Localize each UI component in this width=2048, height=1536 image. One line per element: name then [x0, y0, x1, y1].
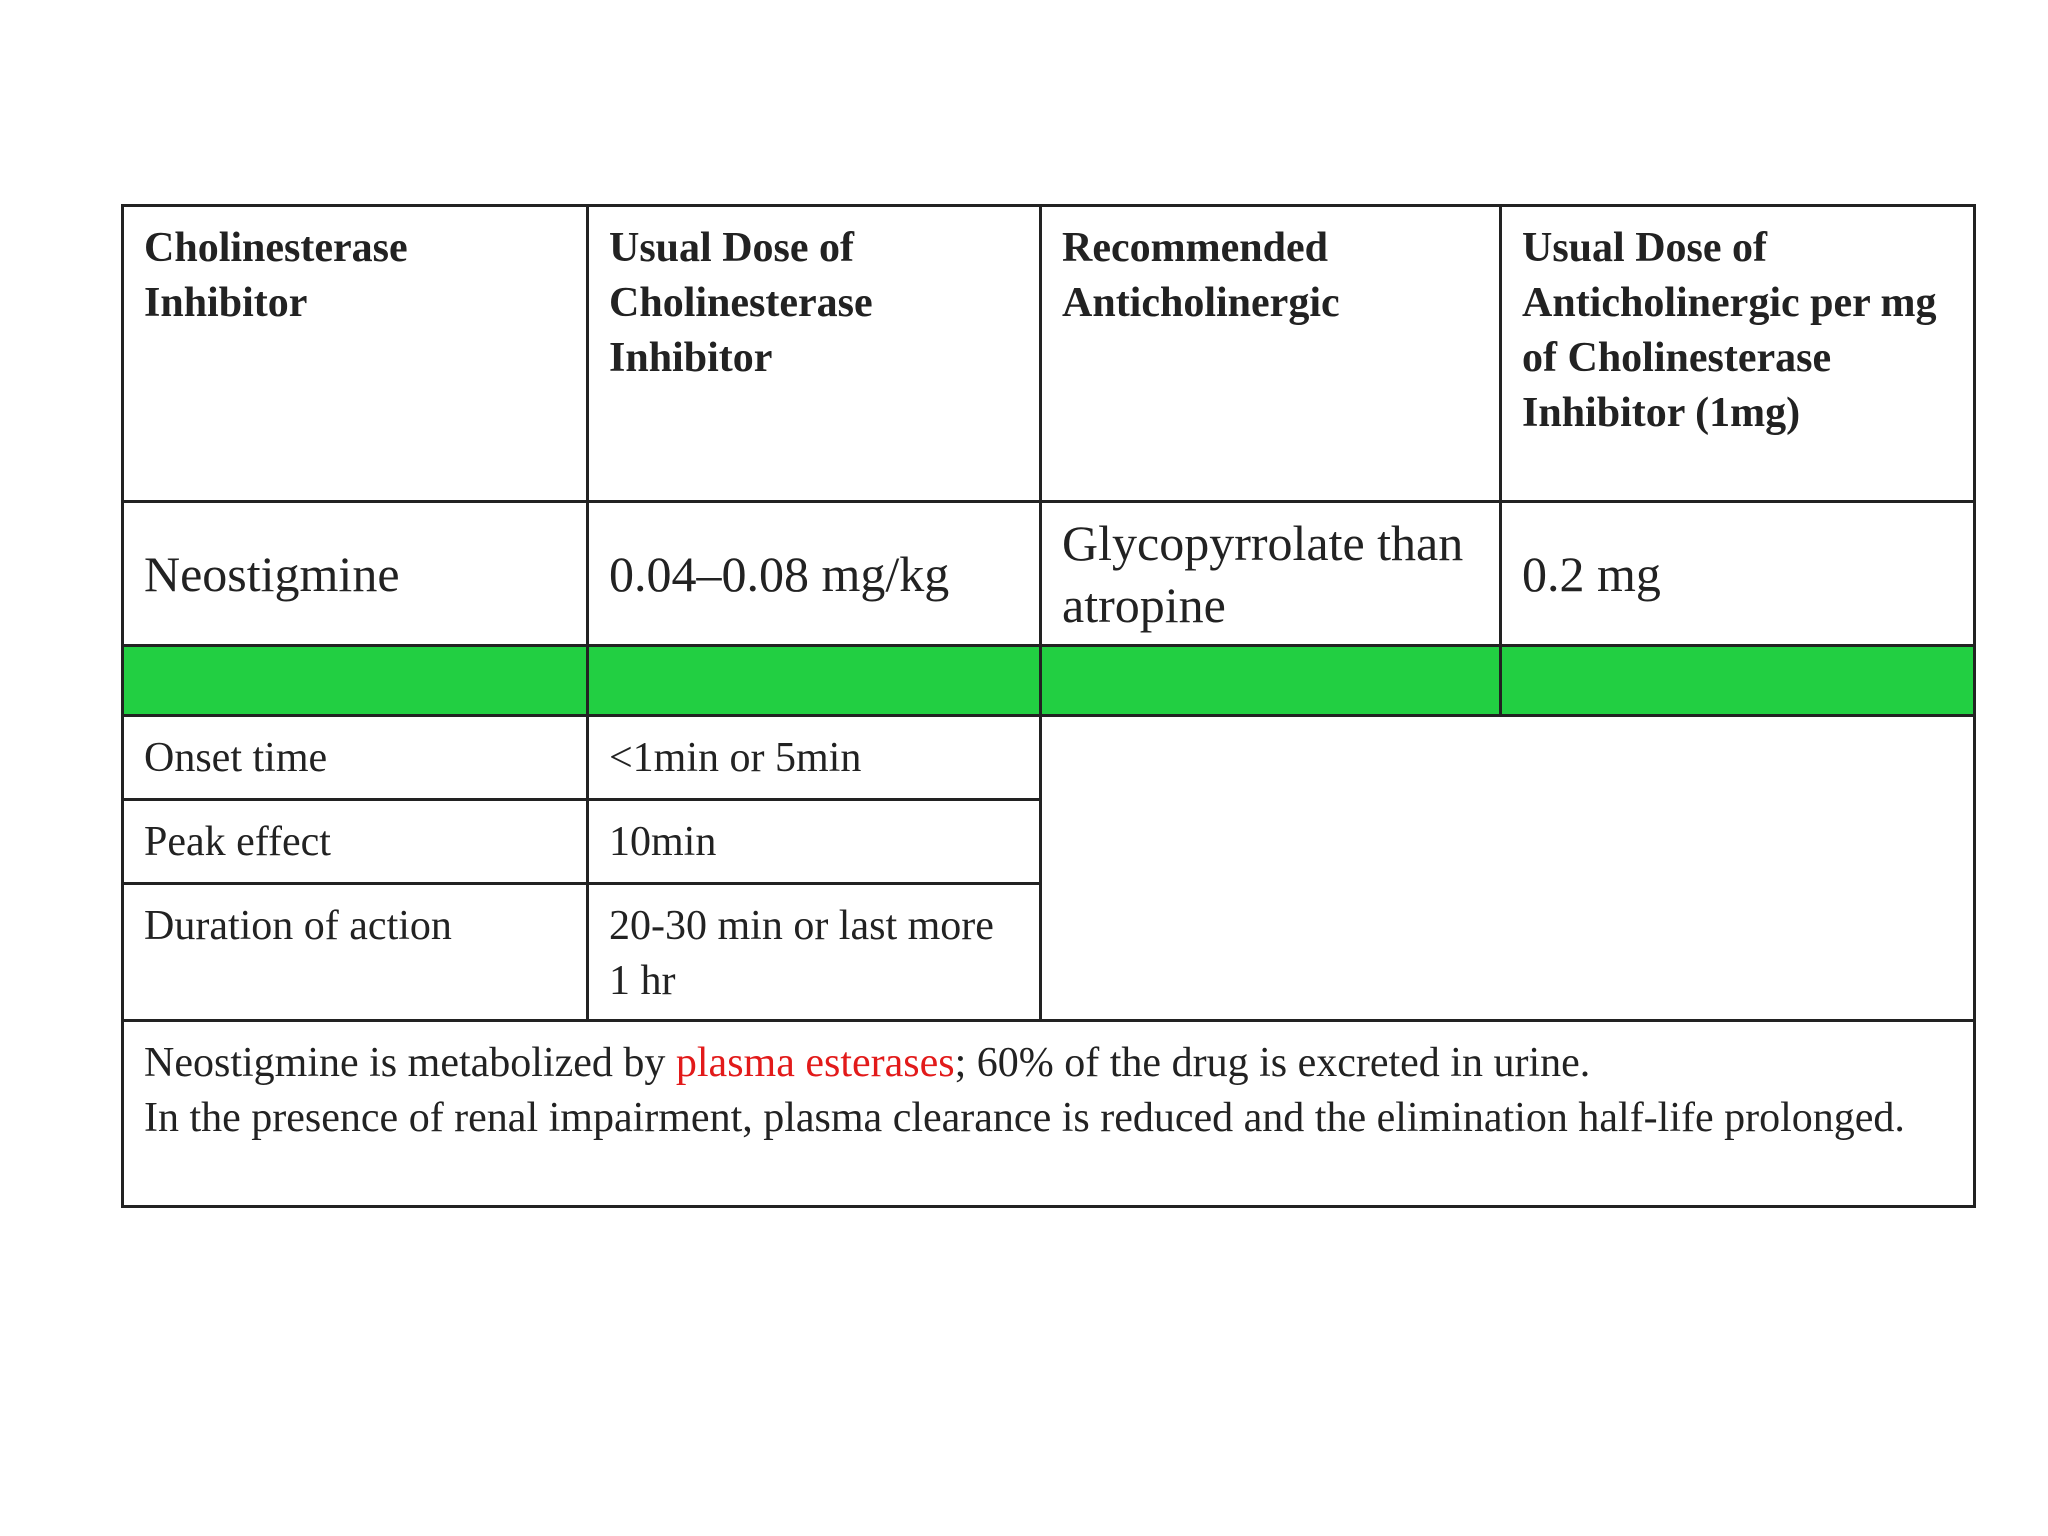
note-row [123, 1021, 1975, 1207]
green-separator-row [123, 646, 1975, 716]
property-value: <1min or 5min [588, 716, 1041, 800]
note-highlight: plasma esterases [675, 1040, 955, 1086]
header-cell-anticholinergic-dose: Usual Dose of Anticholinergic per mg of Cholinesterase Inhibitor (1mg) [1501, 206, 1975, 502]
separator-cell [1041, 646, 1501, 716]
separator-cell [588, 646, 1041, 716]
header-cell-inhibitor: Cholinesterase Inhibitor [123, 206, 588, 502]
header-cell-inhibitor-dose: Usual Dose of Cholinesterase Inhibitor [588, 206, 1041, 502]
cell-inhibitor-dose: 0.04–0.08 mg/kg [588, 502, 1041, 646]
cell-anticholinergic-name: Glycopyrrolate than atropine [1041, 502, 1501, 646]
property-value: 20-30 min or last more 1 hr [588, 884, 1041, 1021]
header-cell-anticholinergic: Recommended Anticholinergic [1041, 206, 1501, 502]
property-label: Peak effect [123, 800, 588, 884]
separator-cell [123, 646, 588, 716]
property-row-onset [123, 716, 1975, 800]
note-line-2: In the presence of renal impairment, plasma clearance is reduced and the elimination half-life prolonged. [144, 1095, 1905, 1141]
cell-inhibitor-name: Neostigmine [123, 502, 588, 646]
blank-area [1041, 716, 1975, 1021]
property-label: Duration of action [123, 884, 588, 1021]
separator-cell [1501, 646, 1975, 716]
property-label: Onset time [123, 716, 588, 800]
pharmacology-table [121, 204, 1976, 1208]
header-row [123, 206, 1975, 502]
drug-row [123, 502, 1975, 646]
property-value: 10min [588, 800, 1041, 884]
note-cell [123, 1021, 1975, 1207]
cell-anticholinergic-dose: 0.2 mg [1501, 502, 1975, 646]
note-text: ; 60% of the drug is excreted in urine. [954, 1040, 1591, 1086]
note-text: Neostigmine is metabolized by [144, 1040, 676, 1086]
note-line-1 [144, 1036, 1953, 1091]
